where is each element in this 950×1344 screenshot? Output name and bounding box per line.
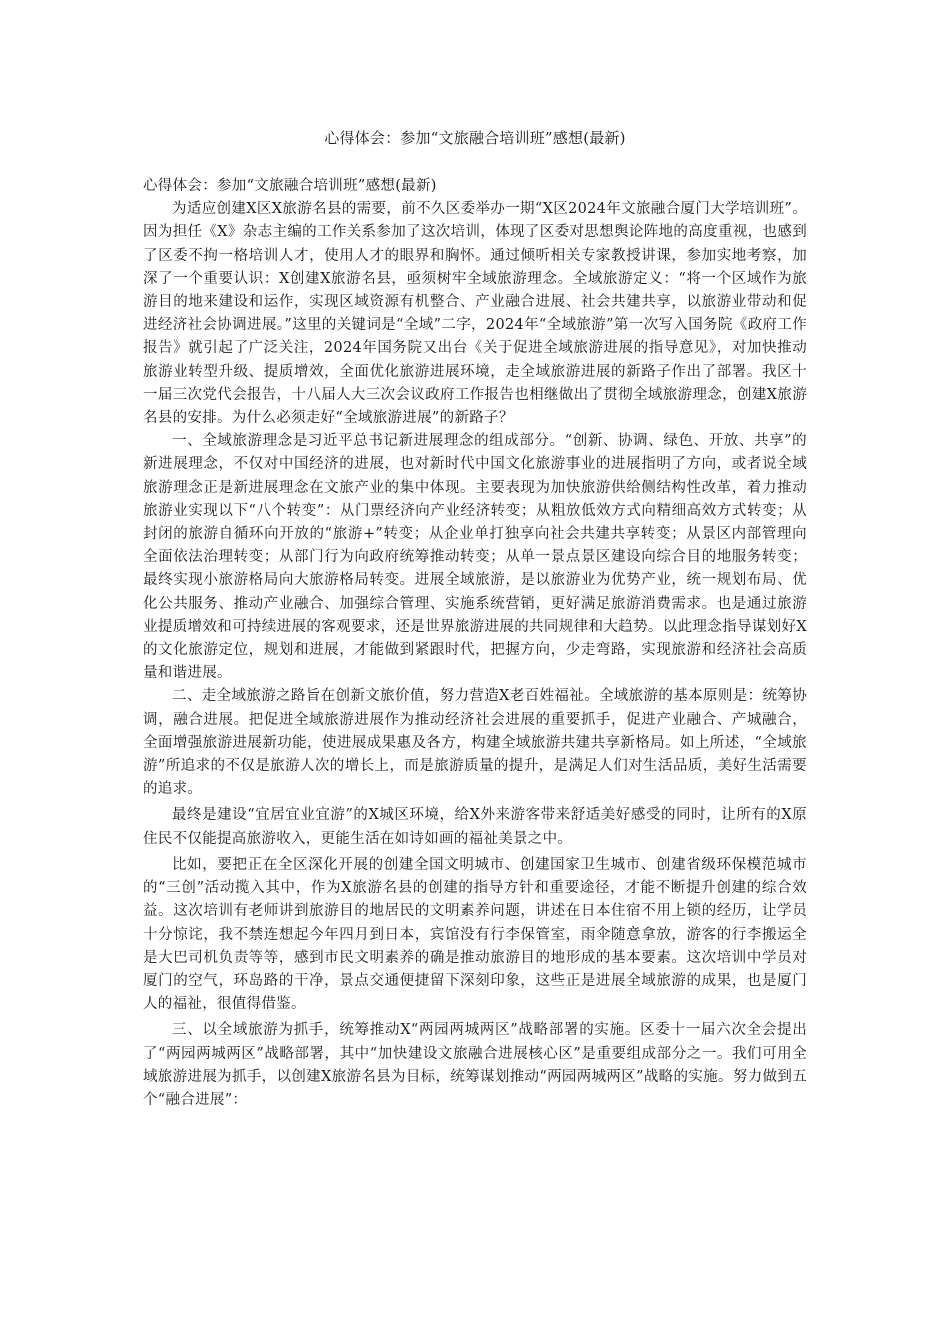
paragraph-section-three: 三、以全域旅游为抓手，统筹推动X“两园两城两区”战略部署的实施。区委十一届六次全会提出了“两园两城两区”战略部署，其中“加快建设文旅融合进展核心区”是重要组成部分之一。我们可用全域旅游进展为抓手，以创建X旅游名县为目标，统筹谋划推动“两园两城两区”战略的实施。努力做到五个“融合进展”： — [143, 1022, 807, 1108]
paragraph-section-two: 二、走全域旅游之路旨在创新文旅价值，努力营造X老百姓福祉。全域旅游的基本原则是：统筹协调，融合进展。把促进全域旅游进展作为推动经济社会进展的重要抓手，促进产业融合、产城融合，全面增强旅游进展新功能，使进展成果惠及各方，构建全域旅游共建共享新格局。如上所述，“全域旅游”所追求的不仅是旅游人次的增长上，而是旅游质量的提升，是满足人们对生活品质，美好生活需要的追求。 — [143, 688, 807, 798]
document-title: 心得体会：参加“文旅融合培训班”感想(最新) — [324, 129, 626, 147]
paragraph-intro: 为适应创建X区X旅游名县的需要，前不久区委举办一期“X区2024年文旅融合厦门大学培训班”。因为担任《X》杂志主编的工作关系参加了这次培训，体现了区委对思想舆论阵地的高度重视，也感到了区委不拘一格培训人才，使用人才的眼界和胸怀。通过倾听相关专家教授讲课，参加实地考察，加深了一个重要认识：X创建X旅游名县，亟须树牢全域旅游理念。全域旅游定义：“将一个区域作为旅游目的地来建设和运作，实现区域资源有机整合、产业融合进展、社会共建共享，以旅游业带动和促进经济社会协调进展。”这里的关键词是“全域”二字，2024年“全域旅游”第一次写入国务院《政府工作报告》就引起了广泛关注，2024年国务院又出台《关于促进全域旅游进展的指导意见》，对加快推动旅游业转型升级、提质增效，全面优化旅游进展环境，走全域旅游进展的新路子作出了部署。我区十一届三次党代会报告，十八届人大三次会议政府工作报告也相继做出了贯彻全域旅游理念，创建X旅游名县的安排。为什么必须走好“全域旅游进展”的新路子？ — [143, 201, 807, 427]
document-subtitle: 心得体会：参加“文旅融合培训班”感想(最新) — [143, 178, 437, 194]
paragraph-livable-city: 最终是建设“宜居宜业宜游”的X城区环境，给X外来游客带来舒适美好感受的同时，让所有的X原住民不仅能提高旅游收入，更能生活在如诗如画的福祉美景之中。 — [143, 807, 807, 847]
paragraph-section-one: 一、全域旅游理念是习近平总书记新进展理念的组成部分。“创新、协调、绿色、开放、共享”的新进展理念，不仅对中国经济的进展，也对新时代中国文化旅游事业的进展指明了方向，或者说全域旅游理念正是新进展理念在文旅产业的集中体现。主要表现为加快旅游供给侧结构性改革，着力推动旅游业实现以下“八个转变”：从门票经济向产业经济转变；从粗放低效方式向精细高效方式转变；从封闭的旅游自循环向开放的“旅游+”转变；从企业单打独享向社会共建共享转变；从景区内部管理向全面依法治理转变；从部门行为向政府统筹推动转变；从单一景点景区建设向综合目的地服务转变；最终实现小旅游格局向大旅游格局转变。进展全域旅游，是以旅游业为优势产业，统一规划布局、优化公共服务、推动产业融合、加强综合管理、实施系统营销，更好满足旅游消费需求。也是通过旅游业提质增效和可持续进展的客观要求，还是世界旅游进展的共同规律和大趋势。以此理念指导谋划好X的文化旅游定位，规划和进展，才能做到紧跟时代，把握方向，少走弯路，实现旅游和经济社会高质量和谐进展。 — [143, 433, 807, 682]
document-body — [143, 175, 807, 1112]
paragraph-example: 比如，要把正在全区深化开展的创建全国文明城市、创建国家卫生城市、创建省级环保模范城市的“三创”活动揽入其中，作为X旅游名县的创建的指导方针和重要途径，才能不断提升创建的综合效益。这次培训有老师讲到旅游目的地居民的文明素养问题，讲述在日本住宿不用上锁的经历，让学员十分惊诧，我不禁连想起今年四月到日本，宾馆没有行李保管室，雨伞随意拿放，游客的行李搬运全是大巴司机负责等等，感到市民文明素养的确是推动旅游目的地形成的基本要素。这次培训中学员对厦门的空气，环岛路的干净，景点交通便捷留下深刻印象，这些正是进展全域旅游的成果，也是厦门人的福祉，很值得借鉴。 — [143, 856, 807, 1013]
